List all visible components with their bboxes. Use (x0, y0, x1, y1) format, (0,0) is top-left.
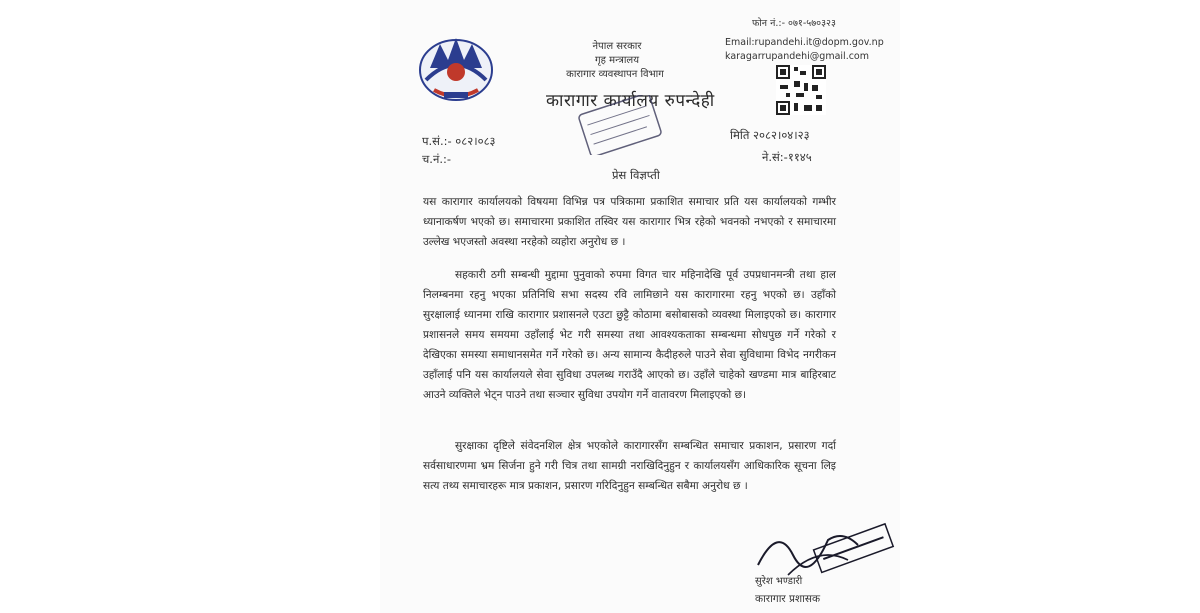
letter-date: मिति २०८२।०४।२३ (730, 128, 810, 142)
office-title: कारागार कार्यालय रुपन्देही (546, 91, 715, 111)
ne-reference-number: ने.सं:-११४५ (762, 150, 812, 164)
signatory-name: सुरेश भण्डारी (755, 576, 803, 587)
qr-code-icon (776, 65, 826, 115)
nepal-government-emblem-icon (416, 30, 496, 105)
ministry-label: गृह मन्त्रालय (594, 55, 640, 66)
government-label: नेपाल सरकार (592, 41, 642, 52)
press-release-title: प्रेस विज्ञप्ती (612, 168, 660, 182)
letter-reference-number: प.सं.:- ०८२।०८३ (422, 134, 496, 148)
email-secondary[interactable]: karagarrupandehi@gmail.com (725, 51, 870, 62)
paragraph-1: यस कारागार कार्यालयको विषयमा विभिन्न पत्र पत्रिकामा प्रकाशित समाचार प्रति यस कार्यालयको गम्भीर ध्यानाकर्षण भएको छ। समाचारमा प्रकाशित तस्विर यस कारागार भित्र रहेको भवनको नभएको र समाचारमा उल्लेख भएजस्तो अवस्था नरहेको व्यहोरा अनुरोध छ । (423, 196, 836, 248)
paragraph-3: सुरक्षाका दृष्टिले संवेदनशिल क्षेत्र भएकोले कारागारसँग सम्बन्धित समाचार प्रकाशन, प्रसारण गर्दा सर्वसाधारणमा भ्रम सिर्जना हुने गरी चित्र तथा सामग्री नराखिदिनुहुन र कार्यालयसँग आधिकारिक सूचना लिइ सत्य तथ्य समाचारहरू मात्र प्रकाशन, प्रसारण गरिदिनुहुन सम्बन्धित सबैमा अनुरोध छ । (423, 440, 836, 492)
signatory-title: कारागार प्रशासक (755, 593, 821, 605)
department-label: कारागार व्यवस्थापन विभाग (566, 69, 664, 80)
dispatch-number: च.नं.:- (422, 152, 452, 166)
phone-number: फोन नं.:- ०७१-५७०३२३ (752, 18, 836, 29)
office-seal-icon (575, 95, 665, 155)
paragraph-2: सहकारी ठगी सम्बन्धी मुद्दामा पुनुवाको रुपमा विगत चार महिनादेखि पूर्व उपप्रधानमन्त्री तथा हाल निलम्बनमा रहनु भएका प्रतिनिधि सभा सदस्य रवि लामिछाने यस कारागारमा रहनु भएको छ। उहाँको सुरक्षालाई ध्यानमा राखि कारागार प्रशासनले एउटा छुट्टै कोठामा बसोबासको व्यवस्था मिलाइएको छ। कारागार प्रशासनले समय समयमा उहाँलाई भेट गरी समस्या तथा आवश्यकताका सम्बन्धमा सोधपुछ गर्ने गरेको र देखिएका समस्या समाधानसमेत गर्ने गरेको छ। अन्य सामान्य कैदीहरुले पाउने सेवा सुविधामा विभेद नगरीकन उहाँलाई पनि यस कार्यालयले सेवा सुविधा उपलब्ध गराउँदै आएको छ। उहाँले चाहेको खण्डमा मात्र बाहिरबाट आउने व्यक्तिले भेट्न पाउने तथा सञ्चार सुविधा उपयोग गर्ने वातावरण मिलाइएको छ। (423, 269, 836, 401)
email-primary[interactable]: Email:rupandehi.it@dopm.gov.np (725, 37, 884, 48)
